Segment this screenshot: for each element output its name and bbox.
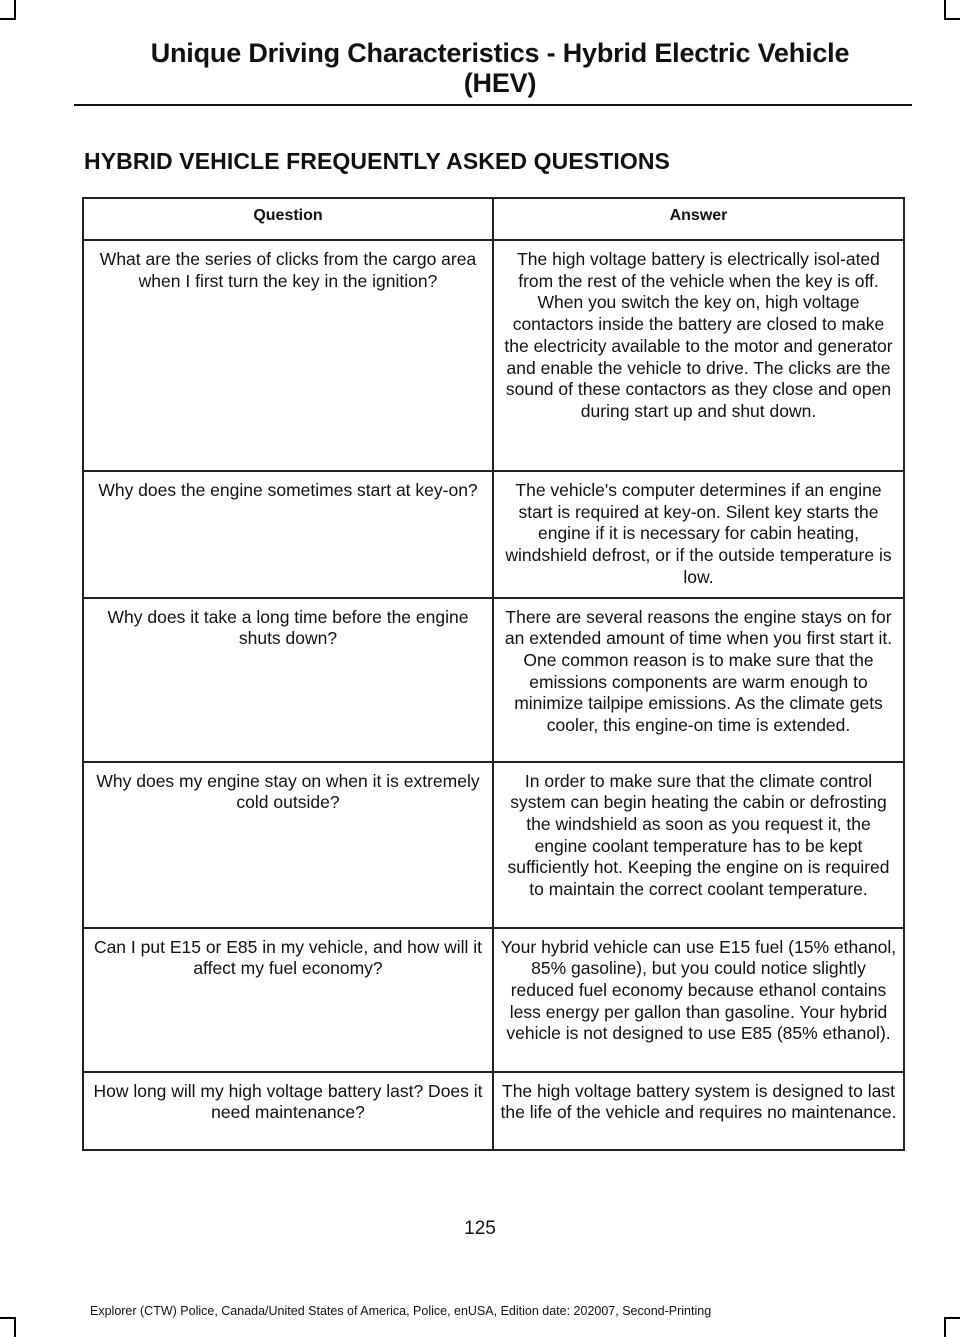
answer-cell: The vehicle's computer determines if an engine start is required at key-on. Silent key starts the engine if it is necessary for cabin heating, windshield defrost, or if the outside temperature is low.	[493, 471, 904, 598]
crop-mark-top-left-h	[0, 18, 16, 20]
table-row	[83, 1072, 904, 1150]
footer-edition-info: Explorer (CTW) Police, Canada/United States of America, Police, enUSA, Edition date: 202007, Second-Printing	[90, 1304, 712, 1318]
crop-mark-top-right	[944, 0, 946, 20]
page-header-line2: (HEV)	[463, 68, 537, 98]
section-title: HYBRID VEHICLE FREQUENTLY ASKED QUESTIONS	[84, 148, 670, 174]
table-row	[83, 240, 904, 471]
column-header-question: Question	[83, 198, 493, 240]
table-row	[83, 762, 904, 928]
crop-mark-top-left	[14, 0, 16, 20]
question-cell: How long will my high voltage battery last? Does it need maintenance?	[83, 1072, 493, 1150]
answer-cell: The high voltage battery system is designed to last the life of the vehicle and requires no maintenance.	[493, 1072, 904, 1150]
column-header-answer: Answer	[493, 198, 904, 240]
crop-mark-top-right-h	[944, 18, 960, 20]
crop-mark-bottom-right-h	[944, 1317, 960, 1319]
table-header-row	[83, 198, 904, 240]
answer-cell: In order to make sure that the climate control system can begin heating the cabin or defrosting the windshield as soon as you request it, the engine coolant temperature has to be kept sufficiently hot. Keeping the engine on is required to maintain the correct coolant temperature.	[493, 762, 904, 928]
page-header	[90, 38, 910, 98]
crop-mark-bottom-left	[14, 1317, 16, 1337]
page-number: 125	[464, 1218, 496, 1239]
question-cell: What are the series of clicks from the cargo area when I first turn the key in the ignition?	[83, 240, 493, 471]
question-cell: Why does it take a long time before the engine shuts down?	[83, 598, 493, 762]
table-row	[83, 471, 904, 598]
table-row	[83, 598, 904, 762]
question-cell: Why does the engine sometimes start at key-on?	[83, 471, 493, 598]
answer-cell: The high voltage battery is electrically isol-ated from the rest of the vehicle when the key is off. When you switch the key on, high voltage contactors inside the battery are closed to make the electricity available to the motor and generator and enable the vehicle to drive. The clicks are the sound of these contactors as they close and open during start up and shut down.	[493, 240, 904, 471]
table-row	[83, 928, 904, 1072]
crop-mark-bottom-right	[944, 1317, 946, 1337]
page-header-line1: Unique Driving Characteristics - Hybrid Electric Vehicle	[150, 38, 850, 68]
question-cell: Why does my engine stay on when it is extremely cold outside?	[83, 762, 493, 928]
faq-table	[82, 197, 905, 1151]
answer-cell: Your hybrid vehicle can use E15 fuel (15% ethanol, 85% gasoline), but you could notice slightly reduced fuel economy because ethanol contains less energy per gallon than gasoline. Your hybrid vehicle is not designed to use E85 (85% ethanol).	[493, 928, 904, 1072]
answer-cell: There are several reasons the engine stays on for an extended amount of time when you first start it. One common reason is to make sure that the emissions components are warm enough to minimize tailpipe emissions. As the climate gets cooler, this engine-on time is extended.	[493, 598, 904, 762]
header-divider	[74, 104, 912, 106]
crop-mark-bottom-left-h	[0, 1317, 16, 1319]
question-cell: Can I put E15 or E85 in my vehicle, and how will it affect my fuel economy?	[83, 928, 493, 1072]
